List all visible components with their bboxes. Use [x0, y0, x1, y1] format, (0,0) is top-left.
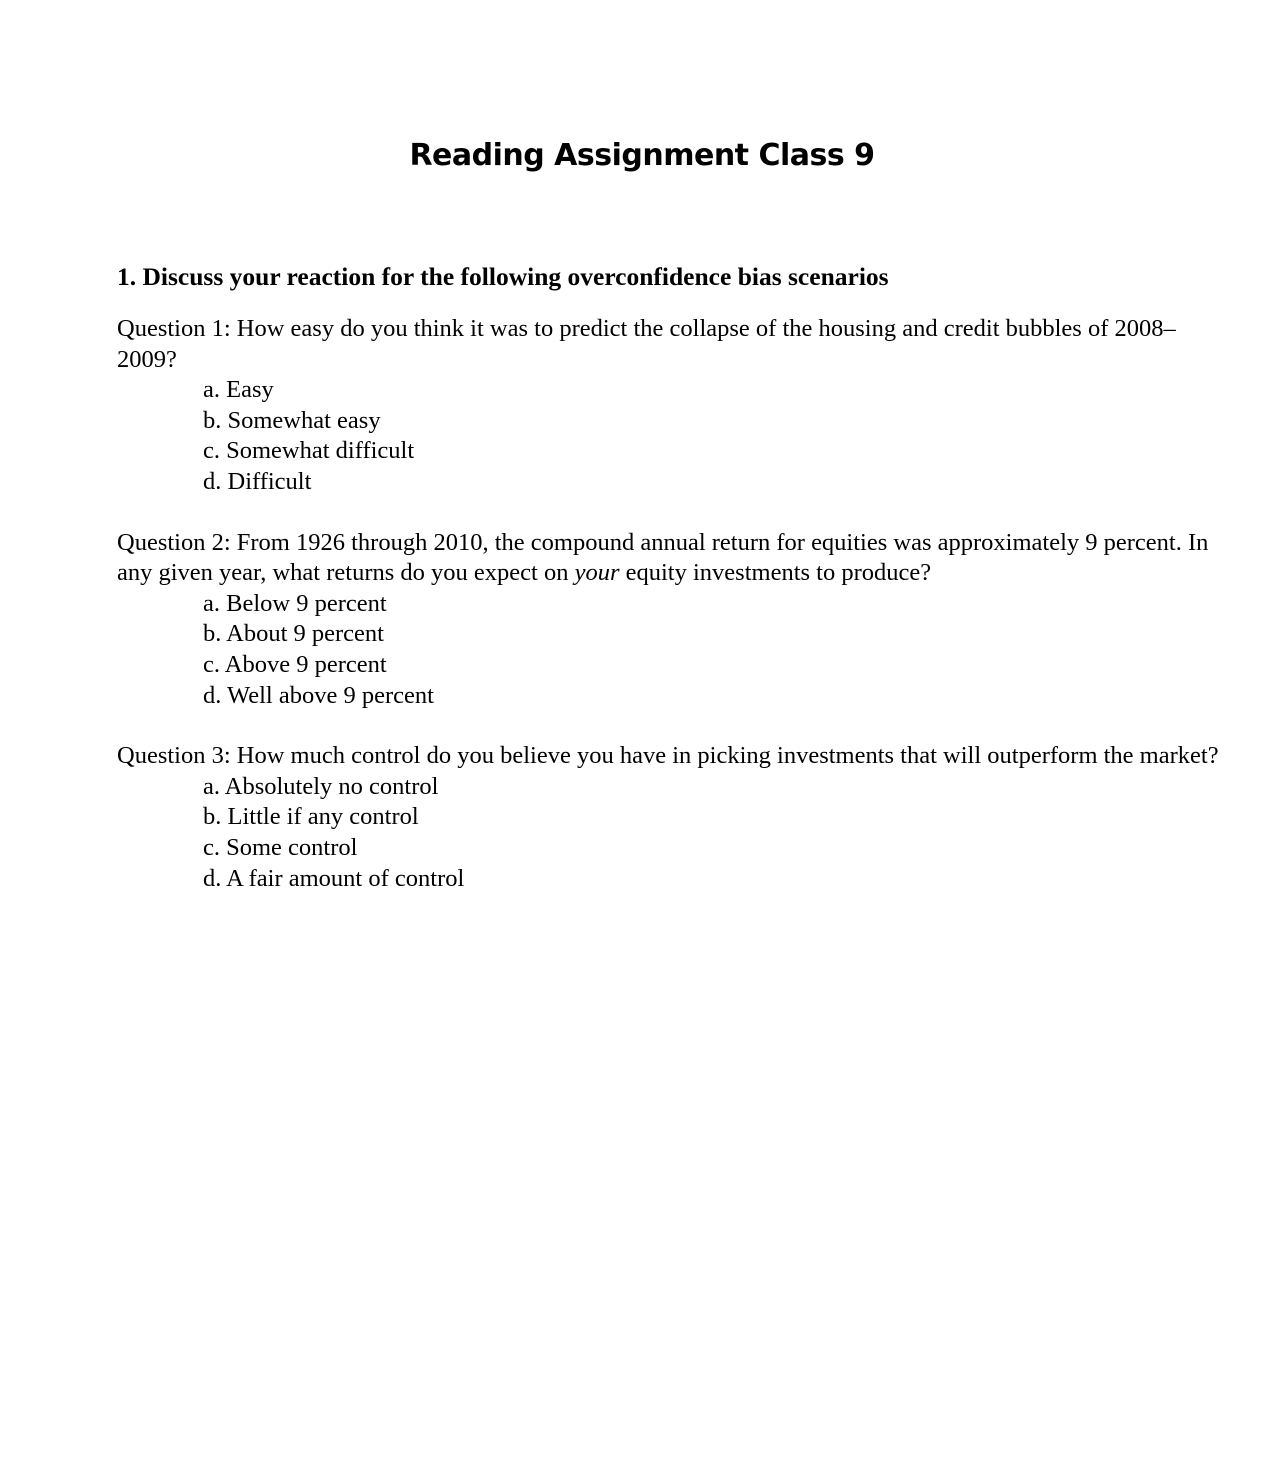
question-2-text-after: equity investments to produce?: [619, 559, 932, 587]
question-1-option-d: d. Difficult: [203, 467, 312, 495]
question-2-options: [117, 589, 1232, 711]
question-2-text: [117, 528, 1232, 589]
question-1-option-b: b. Somewhat easy: [203, 406, 381, 434]
question-1-text: Question 1: How easy do you think it was to predict the collapse of the housing and credit bubbles of 2008–2009?: [117, 315, 1176, 373]
question-3-option-b: b. Little if any control: [203, 803, 419, 831]
question-1-option-a: a. Easy: [203, 376, 274, 404]
question-2-option-d: d. Well above 9 percent: [203, 681, 434, 709]
question-2-option-c: c. Above 9 percent: [203, 650, 387, 678]
question-3: [117, 741, 1232, 894]
question-3-option-d: d. A fair amount of control: [203, 864, 465, 892]
question-2-option-a: a. Below 9 percent: [203, 589, 387, 617]
section-heading: 1. Discuss your reaction for the following overconfidence bias scenarios: [117, 262, 889, 291]
document-content: [117, 260, 1232, 924]
question-1-option-c: c. Somewhat difficult: [203, 437, 415, 465]
question-1-options: [117, 375, 1232, 497]
question-1: [117, 314, 1232, 498]
question-3-option-a: a. Absolutely no control: [203, 772, 439, 800]
question-3-option-c: c. Some control: [203, 833, 358, 861]
question-3-options: [117, 772, 1232, 894]
question-2: [117, 528, 1232, 712]
question-2-text-before: Question 2: From 1926 through 2010, the compound annual return for equities was approximately 9 percent. In any given year, what returns do you expect on: [117, 528, 1209, 587]
question-2-option-b: b. About 9 percent: [203, 620, 384, 648]
question-3-text: Question 3: How much control do you believe you have in picking investments that will outperform the market?: [117, 742, 1219, 770]
document-title: Reading Assignment Class 9: [409, 138, 875, 173]
question-2-text-emphasis: your: [574, 559, 620, 587]
